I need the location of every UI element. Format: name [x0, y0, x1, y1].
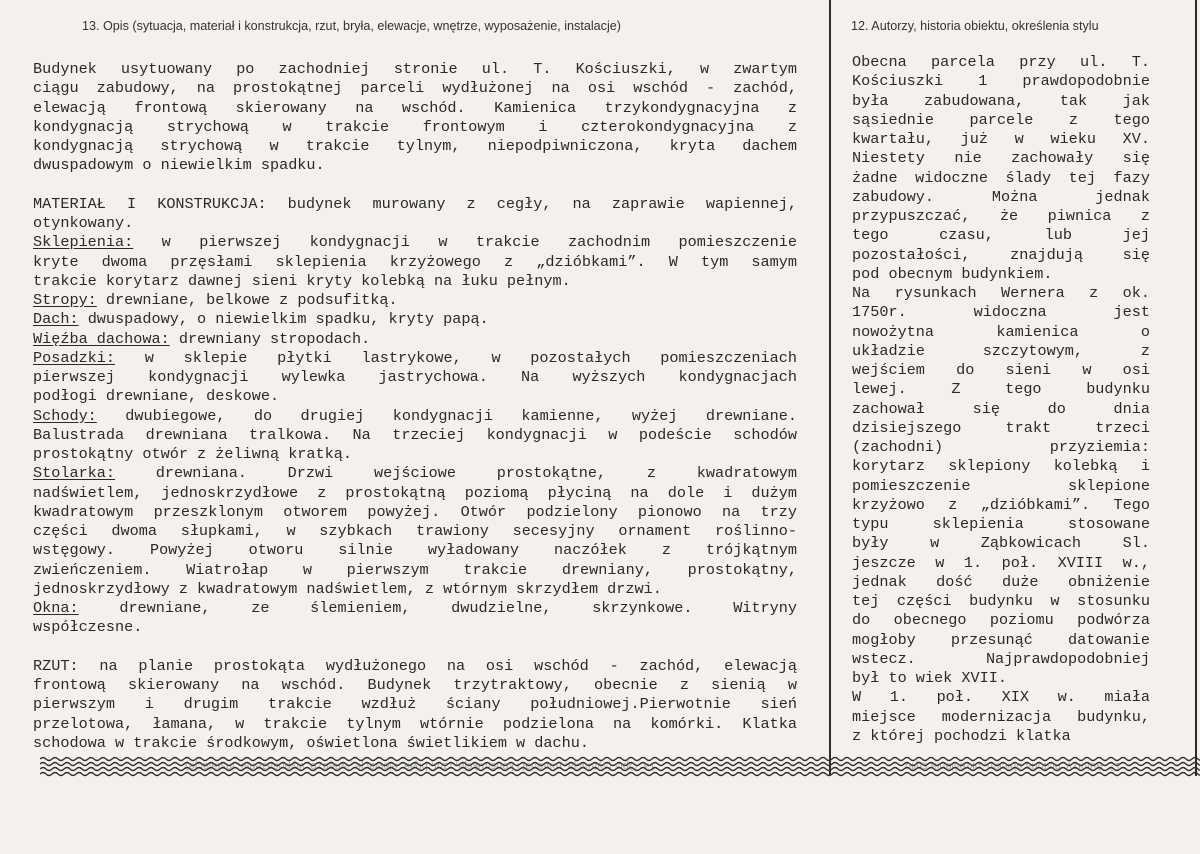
text-line: Na rysunkach Wernera z ok.	[852, 284, 1150, 302]
history-text	[852, 53, 1150, 746]
text-line: dwuspadowym o niewielkim spadku.	[33, 156, 325, 175]
text-line: lewej. Z tego budynku	[852, 380, 1150, 399]
text-line: żadne widoczne ślady tej fazy	[852, 168, 1150, 187]
text-line: zwieńczeniem. Wiatrołap w pierwszym trakcie drewniany, prostokątny,	[33, 560, 797, 579]
text-line: Balustrada drewniana tralkowa. Na trzeciej kondygnacji w podeście schodów	[33, 425, 797, 444]
field-text: drewniane, belkowe z podsufitką.	[96, 291, 398, 309]
text-line: kondygnacją strychową w trakcie tylnym, niepodpiwniczona, kryta dachem	[33, 137, 797, 155]
text-line	[33, 464, 797, 483]
field-label: Sklepienia:	[33, 233, 134, 252]
text-line: dzisiejszego trakt trzeci	[852, 418, 1150, 437]
text-line	[33, 233, 797, 252]
text-line: krzyżowo z „dzióbkami”. Tego	[852, 495, 1150, 514]
text-line: pozostałości, znajdują się	[852, 245, 1150, 264]
text-line: Niestety nie zachowały się	[852, 149, 1150, 168]
section-12-header: 12. Autorzy, historia obiektu, określenia stylu	[851, 19, 1099, 33]
text-line: trakcie korytarz dawnej sieni kryty kolebką na łuku pełnym.	[33, 271, 571, 290]
text-line: jednoskrzydłowy z kwadratowym nadświetlem, z wtórnym skrzydłem drzwi.	[33, 579, 662, 598]
text-line: była zabudowana, tak jak	[852, 91, 1150, 110]
field-text: drewniana. Drzwi wejściowe prostokątne, z kwadratowym	[115, 464, 797, 483]
field-text: w sklepie płytki lastrykowe, w pozostałych pomieszczeniach	[115, 348, 797, 367]
text-line: do obecnego poziomu podwórza	[852, 611, 1150, 630]
column-divider	[829, 0, 831, 776]
text-line: elewacją frontową skierowany na wschód. Kamienica trzykondygnacyjna z	[33, 98, 797, 117]
text-line: prostokątny otwór z żeliwną kratką.	[33, 445, 352, 463]
field-label: Dach:	[33, 310, 79, 329]
mirrored-header-right: 12. Autorzy, historia obiektu, określenia stylu	[905, 760, 1122, 772]
text-line: korytarz sklepiony kolebką i	[852, 457, 1150, 476]
text-line: przelotowa, łamana, w trakcie tylnym wtórnie podzielona na komórki. Klatka	[33, 714, 797, 733]
field-text: w pierwszej kondygnacji w trakcie zachodnim pomieszczenie	[133, 233, 797, 252]
text-line	[33, 349, 797, 368]
text-line: pod obecnym budynkiem.	[852, 264, 1053, 283]
field-label: Więźba dachowa:	[33, 329, 170, 348]
text-line: był to wiek XVII.	[852, 669, 1007, 687]
field-text: drewniane, ze ślemieniem, dwudzielne, skrzynkowe. Witryny	[78, 599, 797, 617]
text-line: schodowa w trakcie środkowym, oświetlona świetlikiem w dachu.	[33, 733, 589, 752]
text-line: przypuszczać, że piwnica z	[852, 207, 1150, 225]
text-line: sąsiednie parcele z tego	[852, 110, 1150, 129]
text-line: jednak dość duże obniżenie	[852, 572, 1150, 591]
text-line: pierwszym i drugim trakcie wzdłuż ściany południowej.Pierwotnie sień	[33, 695, 797, 714]
text-line: ciągu zabudowy, na prostokątnej parceli wydłużonej na osi wschód - zachód,	[33, 79, 797, 98]
text-line: W 1. poł. XIX w. miała	[852, 688, 1150, 707]
text-line: wejściem do sieni w osi	[852, 361, 1150, 379]
text-line: (zachodni) przyziemia:	[852, 438, 1150, 456]
text-line: otynkowany.	[33, 214, 134, 232]
right-border	[1195, 0, 1197, 776]
text-line: Budynek usytuowany po zachodniej stronie ul. T. Kościuszki, w zwartym	[33, 60, 797, 78]
blank-line	[33, 176, 797, 195]
text-line: Kościuszki 1 prawdopodobnie	[852, 72, 1150, 91]
text-line: układzie szczytowym, z	[852, 341, 1150, 360]
text-line: pomieszczenie sklepione	[852, 476, 1150, 495]
text-line: zachował się do dnia	[852, 399, 1150, 418]
text-line	[33, 599, 797, 618]
field-text: drewniany stropodach.	[169, 329, 371, 348]
text-line: nowożytna kamienica o	[852, 322, 1150, 341]
text-line: mogłoby przesunąć datowanie	[852, 630, 1150, 649]
field-label: Okna:	[33, 599, 79, 617]
text-line: kryte dwoma przęsłami sklepienia krzyżowego z „dzióbkami”. W tym samym	[33, 252, 797, 271]
text-line	[33, 407, 797, 426]
text-line: części dwoma słupkami, w szybkach trawiony secesyjny ornament roślinno-	[33, 522, 797, 540]
text-line: zabudowy. Można jednak	[852, 187, 1150, 206]
text-line: kwadratowym przeszklonym otworem powyżej. Otwór podzielony pionowo na trzy	[33, 502, 797, 521]
text-line: 1750r. widoczna jest	[852, 303, 1150, 322]
text-line: MATERIAŁ I KONSTRUKCJA: budynek murowany z cegły, na zaprawie wapiennej,	[33, 194, 797, 213]
blank-line	[33, 638, 797, 657]
text-line	[33, 330, 797, 349]
text-line: wstecz. Najprawdopodobniej	[852, 649, 1150, 668]
text-line: pierwszej kondygnacji wylewka jastrychowa. Na wyższych kondygnacjach	[33, 368, 797, 386]
section-13-header: 13. Opis (sytuacja, materiał i konstrukcja, rzut, bryła, elewacje, wnętrze, wyposażenie, instalacje)	[82, 19, 621, 33]
text-line: jeszcze w 1. poł. XVIII w.,	[852, 553, 1150, 572]
text-line: miejsce modernizacja budynku,	[852, 707, 1150, 726]
field-label: Posadzki:	[33, 348, 116, 367]
text-line	[33, 310, 797, 329]
wave-line	[40, 773, 1200, 776]
text-line: kwartału, już w wieku XV.	[852, 130, 1150, 148]
text-line: z której pochodzi klatka	[852, 726, 1071, 745]
field-text: dwubiegowe, do drugiej kondygnacji kamienne, wyżej drewniane.	[96, 406, 797, 425]
text-line: frontową skierowany na wschód. Budynek trzytraktowy, obecnie z sienią w	[33, 676, 797, 694]
text-line: wstęgowy. Powyżej otworu silnie wyładowany naczółek z trójkątnym	[33, 541, 797, 560]
text-line: tej części budynku w stosunku	[852, 592, 1150, 610]
text-line	[33, 291, 797, 310]
field-label: Stolarka:	[33, 464, 116, 483]
text-line: podłogi drewniane, deskowe.	[33, 387, 280, 406]
text-line: tego czasu, lub jej	[852, 226, 1150, 245]
field-label: Schody:	[33, 406, 97, 425]
text-line: kondygnacją strychową w trakcie frontowym i czterokondygnacyjna z	[33, 117, 797, 136]
text-line: nadświetlem, jednoskrzydłowe z prostokątną poziomą płyciną na dole i dużym	[33, 483, 797, 502]
field-text: dwuspadowy, o niewielkim spadku, kryty papą.	[78, 310, 489, 329]
mirrored-header-left: 13. Opis (sytuacja, materiał i konstrukcja, rzut, bryła, elewacje, wnętrze, wyposażenie, instalacje)	[185, 760, 656, 772]
text-line: były w Ząbkowicach Sl.	[852, 534, 1150, 553]
description-text	[33, 60, 797, 753]
field-label: Stropy:	[33, 291, 97, 309]
text-line: współczesne.	[33, 618, 143, 637]
text-line: typu sklepienia stosowane	[852, 515, 1150, 533]
text-line: Obecna parcela przy ul. T.	[852, 53, 1150, 71]
text-line: RZUT: na planie prostokąta wydłużonego na osi wschód - zachód, elewacją	[33, 656, 797, 675]
